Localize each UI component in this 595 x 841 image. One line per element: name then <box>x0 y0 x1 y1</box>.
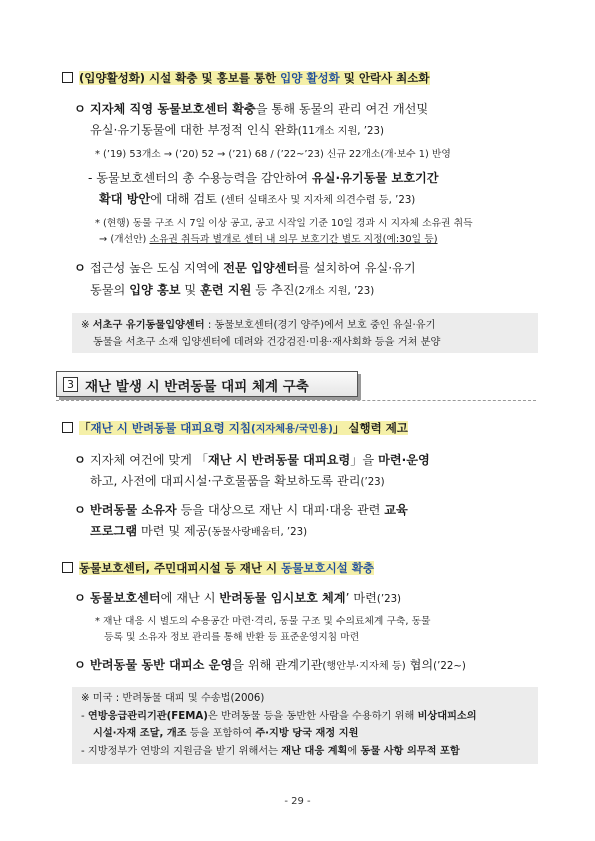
bullet-pet-shelter <box>74 655 466 677</box>
dash-continuation <box>99 189 415 211</box>
bullet-local-guidelines <box>74 450 430 471</box>
section-heading-adoption <box>62 70 430 86</box>
note-sop: * 재난 대응 시 별도의 수용공간 마련·격리, 동물 구조 및 수의료체계 구축, 동물 <box>95 616 431 627</box>
bullet-bold-text: 입양 홍보 <box>129 283 181 297</box>
bullet-text: 」을 <box>350 453 379 467</box>
reference-line: ※ 미국 : 반려동물 대피 및 수송법(2006) <box>81 693 265 704</box>
reference-line <box>81 708 477 725</box>
bullet-text: 에 재난 시 <box>160 591 220 605</box>
bullet-shelter-expansion <box>74 99 428 120</box>
reference-text: : 동물보호센터(경기 양주)에서 보호 중인 유실·유기 <box>204 320 436 331</box>
bullet-text: 를 설치하여 유실·유기 <box>298 261 416 275</box>
bullet-text: 등 추진 <box>251 283 295 297</box>
note-improvement <box>99 232 438 248</box>
section-title: 재난 발생 시 반려동물 대피 체계 구축 <box>85 379 309 395</box>
circle-bullet-icon: ㅇ <box>74 102 86 116</box>
reference-bold-text: 서초구 유기동물입양센터 <box>92 320 205 331</box>
page-number: - 29 - <box>284 796 311 807</box>
section-heading-facilities <box>62 560 374 576</box>
circle-bullet-icon: ㅇ <box>74 261 86 275</box>
reference-bold-text: 시설·자재 조달, 개조 <box>93 728 187 739</box>
bullet-text: 및 <box>180 283 201 297</box>
quote-mark: 」 <box>332 421 345 435</box>
bullet-bold-text: 재난 시 반려동물 대피요령 <box>208 453 351 467</box>
bullet-bold-text: 전문 입양센터 <box>223 261 299 275</box>
section-number: 3 <box>63 377 78 392</box>
dash-bold-text: 확대 방안 <box>99 192 151 206</box>
bullet-small-text: (동물사랑배움터, ’23) <box>207 527 308 538</box>
note-text: → (개선안) <box>99 234 150 245</box>
bullet-small-text: (’22~) <box>433 661 466 672</box>
checkbox-icon <box>62 422 73 433</box>
note-shelter-counts: * (’19) 53개소 → (’20) 52 → (’21) 68 / (’22~’23) 신규 22개소(개·보수 1) 반영 <box>95 149 451 160</box>
heading-text: (입양활성화) 시설 확충 및 홍보를 통한 <box>79 71 281 85</box>
checkbox-icon <box>62 72 73 83</box>
bullet-bold-text: 동물보호센터 <box>90 591 161 605</box>
heading-text: 동물보호센터, 주민대피시설 등 재난 시 <box>79 561 282 575</box>
note-current-rule: * (현행) 동물 구조 시 7일 이상 공고, 공고 시작일 기준 10일 경과 시 지자체 소유권 취득 <box>95 218 473 229</box>
bullet-small-text: (’23) <box>376 594 402 605</box>
bullet-text: 을 통해 동물의 관리 여건 개선및 <box>255 102 429 116</box>
reference-text: 등을 포함하여 <box>186 728 256 739</box>
bullet-small-text: (’23) <box>360 477 385 488</box>
bullet-text: 하고, 사전에 대피시설·구호물품을 확보하도록 관리 <box>90 474 361 488</box>
reference-line <box>93 725 358 742</box>
circle-bullet-icon: ㅇ <box>74 503 86 517</box>
section-heading-guidelines <box>62 420 408 438</box>
bullet-text: 동물의 <box>90 283 130 297</box>
quote-mark: 「 <box>79 421 91 435</box>
dash-bold-text: 유실·유기동물 보호기간 <box>311 171 439 185</box>
heading-emphasis: 입양 활성화 <box>280 71 340 85</box>
bullet-bold-text: 교육 <box>384 503 408 517</box>
bullet-continuation <box>90 280 374 302</box>
note-underlined-text: 소유권 취득과 별개로 센터 내 의무 보호기간 별도 지정(예:30일 등) <box>149 234 438 245</box>
reference-text: - <box>81 711 88 722</box>
quote-mark: ’ <box>345 591 350 605</box>
dash-small-text: (센터 실태조사 및 지자체 의견수렴 등, ’23) <box>220 195 416 206</box>
bullet-bold-text: 훈련 지원 <box>200 283 252 297</box>
bullet-continuation <box>90 120 384 142</box>
reference-bold-text: 연방응급관리기관(FEMA) <box>87 711 208 722</box>
bullet-text: 마련 및 제공 <box>137 524 208 538</box>
bullet-bold-text: 반려동물 임시보호 체계 <box>219 591 346 605</box>
bullet-bold-text: 마련·운영 <box>378 453 430 467</box>
heading-text-suffix: 실행력 제고 <box>344 421 408 435</box>
reference-text: 에 <box>347 746 361 757</box>
reference-bold-text: 동물 사항 의무적 포함 <box>360 746 460 757</box>
reference-line: 동물을 서초구 소재 입양센터에 데려와 건강검진·미용·재사회화 등을 거쳐 분양 <box>93 337 441 348</box>
reference-text: 은 반려동물 등을 동반한 사람을 수용하기 위해 <box>207 711 418 722</box>
bullet-small-text: (11개소 지원, ’23) <box>297 126 384 137</box>
section-3-heading <box>56 371 358 397</box>
bullet-text: 지자체 여건에 맞게 「 <box>90 453 208 467</box>
reference-mark: ※ <box>81 320 93 331</box>
reference-line <box>81 317 435 334</box>
bullet-bold-text: 반려동물 동반 대피소 운영 <box>90 658 233 672</box>
bullet-temporary-shelter <box>74 588 401 610</box>
bullet-text: 등을 대상으로 재난 시 대피·대응 관련 <box>176 503 385 517</box>
heading-emphasis: 재난 시 반려동물 대피요령 지침 <box>90 421 251 435</box>
bullet-small-text: (행안부·지자체 등) <box>322 661 406 672</box>
bullet-bold-text: 프로그램 <box>90 524 138 538</box>
dash-text: - 동물보호센터의 총 수용능력을 감안하여 <box>88 171 312 185</box>
bullet-owner-education <box>74 500 408 521</box>
bullet-bold-text: 반려동물 소유자 <box>90 503 177 517</box>
section-divider <box>56 400 536 401</box>
bullet-text: 협의 <box>405 658 434 672</box>
bullet-text: 마련 <box>349 591 377 605</box>
note-sop-continuation: 등록 및 소유자 정보 관리를 통해 반환 등 표준운영지침 마련 <box>104 632 360 643</box>
bullet-bold-text: 지자체 직영 동물보호센터 확충 <box>90 102 256 116</box>
reference-bold-text: 비상대피소의 <box>417 711 477 722</box>
bullet-text: 접근성 높은 도심 지역에 <box>90 261 224 275</box>
heading-emphasis: 동물보호시설 확충 <box>281 561 375 575</box>
circle-bullet-icon: ㅇ <box>74 591 86 605</box>
dash-item-protection-period <box>88 168 439 189</box>
heading-text-suffix: 및 안락사 최소화 <box>339 71 430 85</box>
bullet-text: 유실·유기동물에 대한 부정적 인식 완화 <box>90 123 298 137</box>
reference-box-seocho <box>72 313 538 353</box>
reference-line <box>81 743 460 760</box>
reference-text: - 지방정부가 연방의 지원금을 받기 위해서는 <box>81 746 282 757</box>
reference-box-usa <box>72 687 538 764</box>
bullet-adoption-center <box>74 258 416 279</box>
reference-bold-text: 재난 대응 계획 <box>281 746 348 757</box>
circle-bullet-icon: ㅇ <box>74 658 86 672</box>
dash-text: 에 대해 검토 <box>150 192 221 206</box>
bullet-small-text: (2개소 지원, ’23) <box>294 286 375 297</box>
checkbox-icon <box>62 562 73 573</box>
bullet-text: 을 위해 관계기관 <box>232 658 323 672</box>
bullet-continuation <box>90 471 385 493</box>
bullet-continuation <box>90 521 307 543</box>
heading-small-text: (지자체용/국민용) <box>250 424 333 435</box>
reference-bold-text: 주·지방 당국 재정 지원 <box>255 728 359 739</box>
circle-bullet-icon: ㅇ <box>74 453 86 467</box>
